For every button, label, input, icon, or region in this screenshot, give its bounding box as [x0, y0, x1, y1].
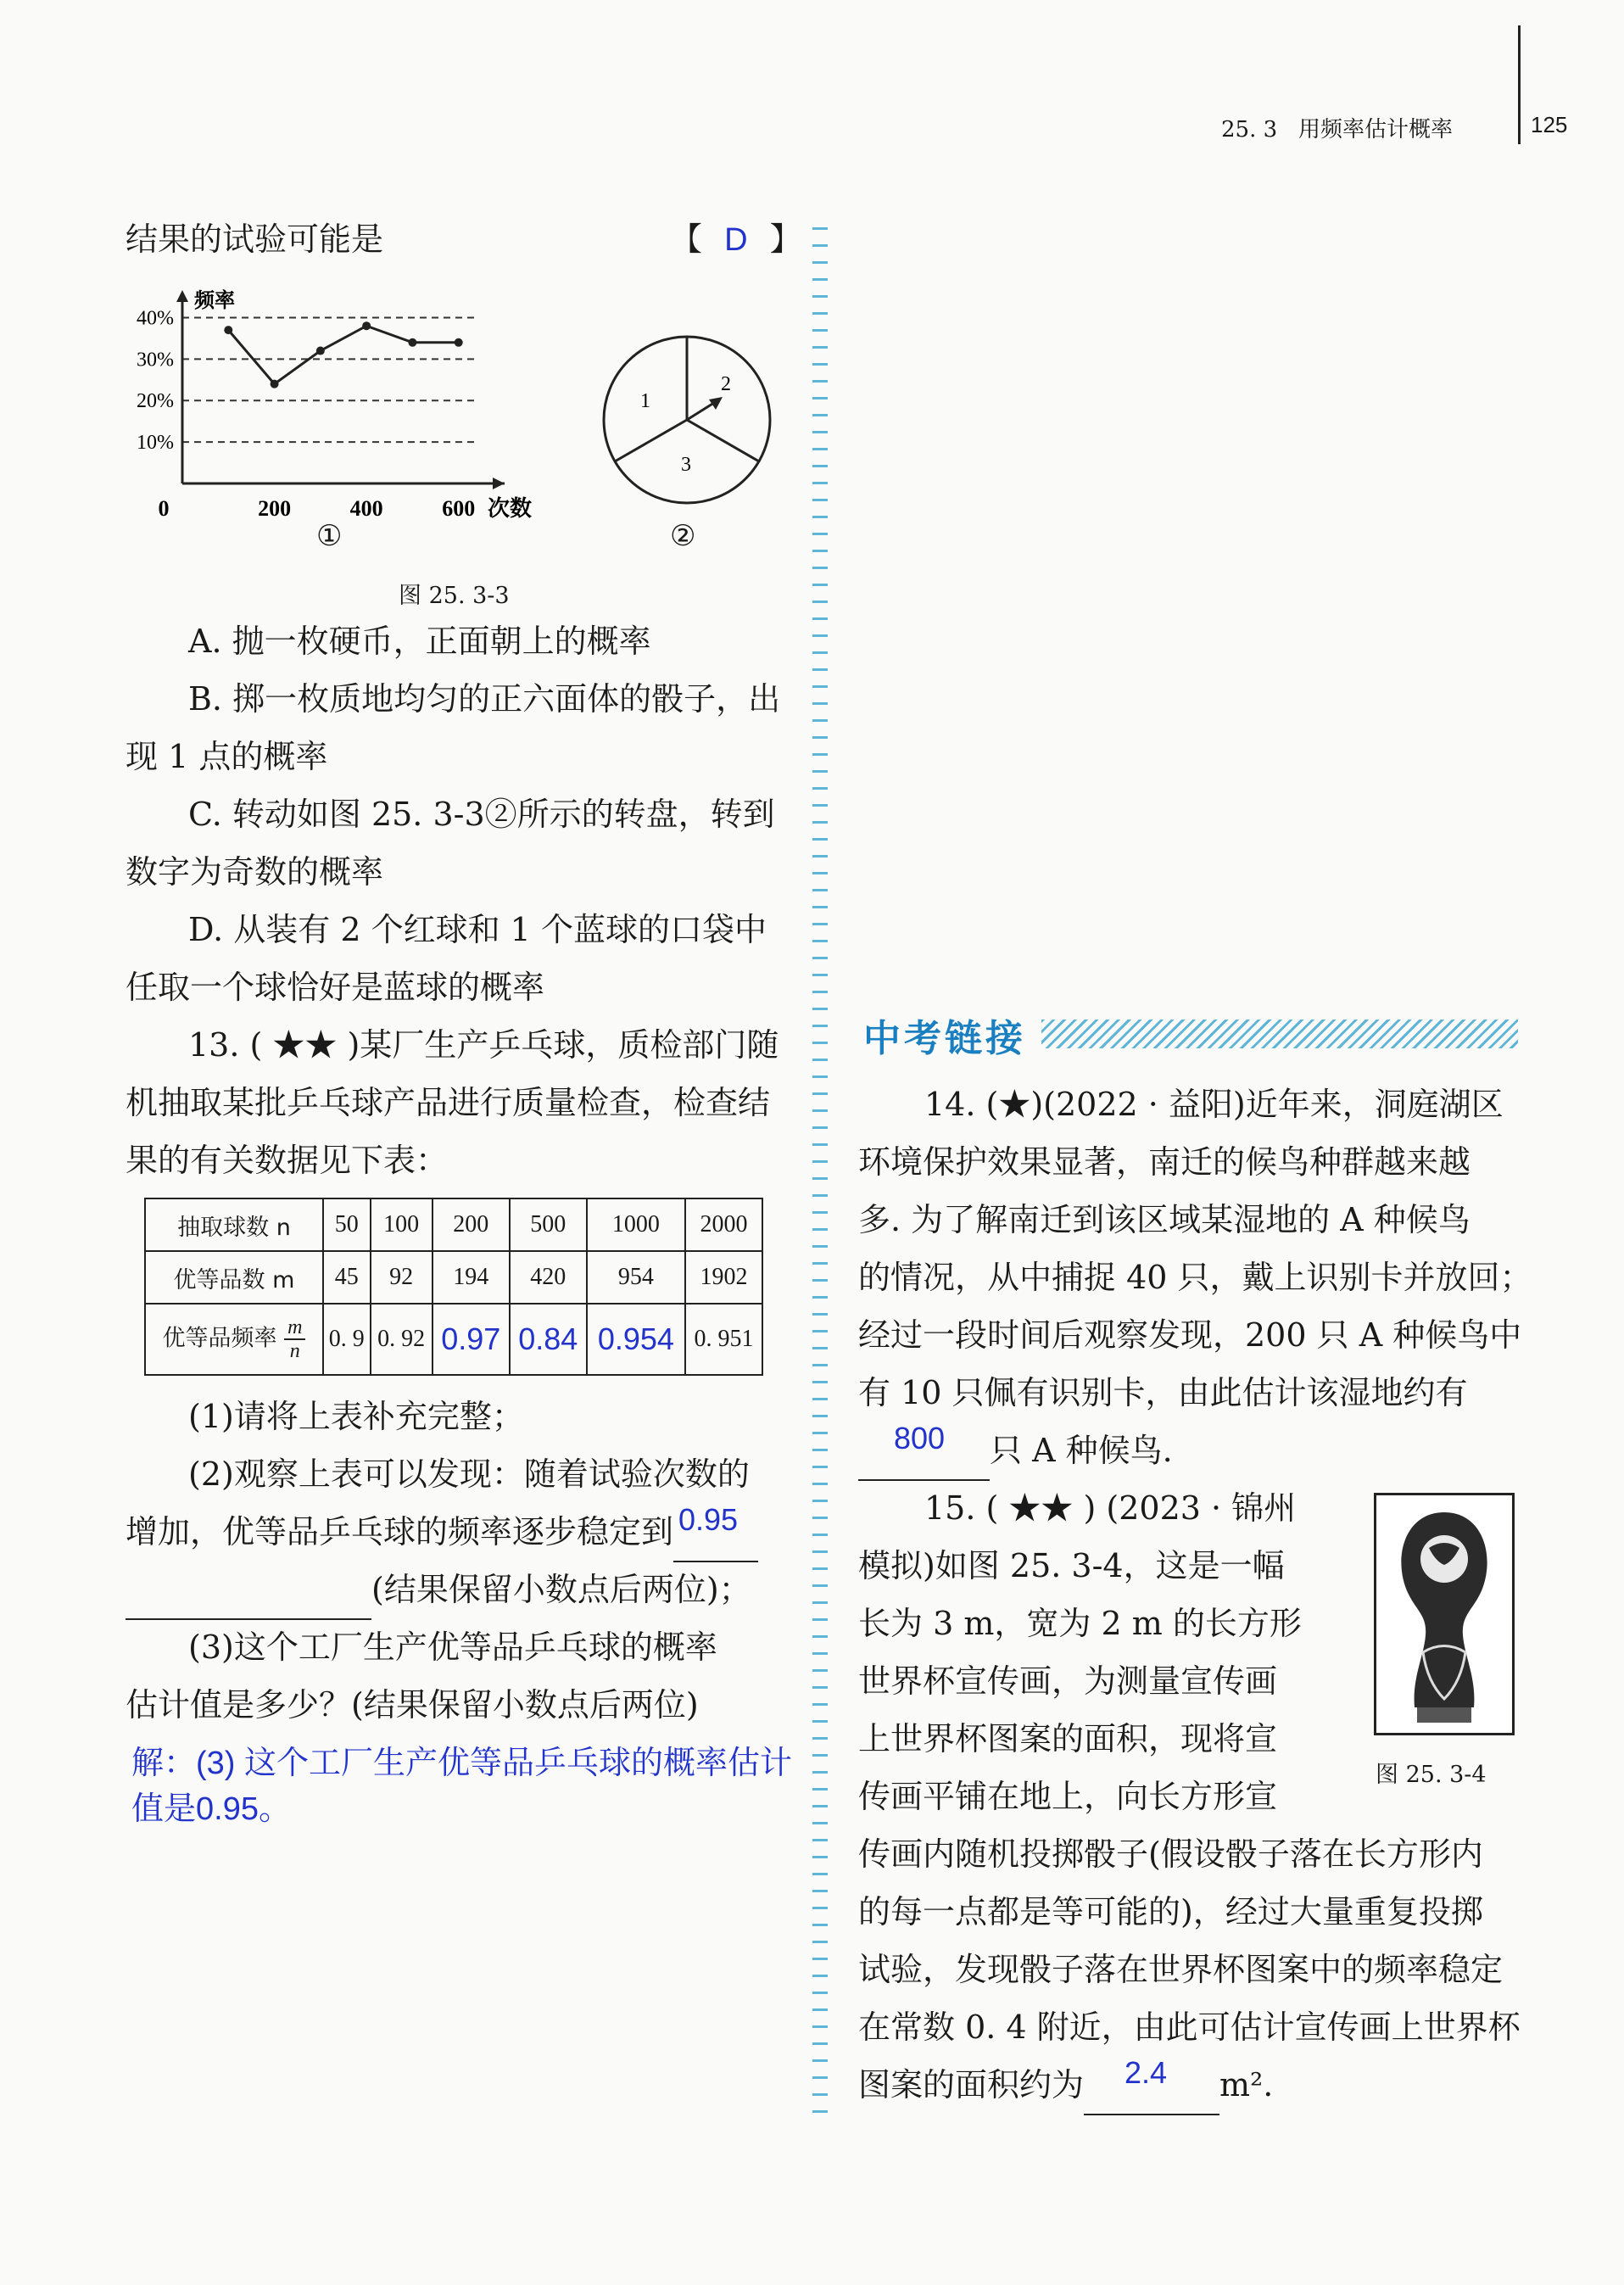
q13-part2-line2 — [126, 1503, 758, 1562]
y-tick-label: 20% — [137, 390, 174, 413]
y-tick-label: 40% — [137, 307, 174, 330]
table-cell: 45 — [323, 1251, 371, 1304]
y-tick-label: 10% — [137, 432, 174, 455]
q13-part2-blank-cont — [126, 1561, 371, 1620]
q15-line5: 上世界杯图案的面积，现将宣 — [858, 1720, 1278, 1757]
q14-line1: 14. (★)(2022 · 益阳)近年来，洞庭湖区 — [924, 1086, 1504, 1123]
bracket-close: 】 — [769, 221, 802, 258]
q14-blank — [858, 1422, 990, 1481]
q15-blank — [1084, 2056, 1219, 2115]
data-point — [224, 326, 232, 334]
table-cell: 420 — [510, 1251, 587, 1304]
data-point — [316, 347, 325, 355]
q13-part2-line1: (2)观察上表可以发现：随着试验次数的 — [188, 1455, 750, 1493]
y-axis-label: 频率 — [194, 288, 235, 312]
q15-line2: 模拟)如图 25. 3-4，这是一幅 — [858, 1547, 1285, 1584]
q13-line3: 果的有关数据见下表： — [126, 1142, 449, 1179]
q15-answer: 2.4 — [1125, 2055, 1168, 2090]
bracket-open: 【 — [670, 221, 703, 258]
trophy-base — [1417, 1707, 1471, 1723]
page-number: 125 — [1531, 112, 1568, 137]
table-cell: 0. 951 — [685, 1304, 762, 1375]
table-cell: 100 — [371, 1198, 433, 1251]
table-row — [145, 1304, 762, 1375]
option-d-line2: 任取一个球恰好是蓝球的概率 — [126, 969, 545, 1006]
q13-solution-line1: 解：(3) 这个工厂生产优等品乒乓球的概率估计 — [131, 1746, 793, 1781]
q12-answer: D — [724, 222, 748, 258]
q15-line7: 传画内随机投掷骰子(假设骰子落在长方形内 — [858, 1835, 1483, 1873]
header-rule — [1518, 25, 1521, 144]
q14-tail: 只 A 种候鸟. — [990, 1432, 1173, 1469]
y-tick-label: 30% — [137, 349, 174, 372]
data-point — [362, 321, 371, 330]
q13-data-table — [144, 1198, 763, 1376]
section-title: 用频率估计概率 — [1298, 117, 1453, 142]
option-d-line1: D. 从装有 2 个红球和 1 个蓝球的口袋中 — [188, 911, 767, 948]
fig2-label: ② — [670, 519, 696, 553]
exam-link-title: 中考链接 — [863, 1017, 1026, 1060]
table-cell: 194 — [433, 1251, 510, 1304]
q13-part3-line1: (3)这个工厂生产优等品乒乓球的概率 — [188, 1629, 717, 1666]
table-cell-answer: 0.84 — [510, 1304, 587, 1375]
q14-line2: 环境保护效果显著，南迁的候鸟种群越来越 — [858, 1143, 1471, 1181]
q12-answer-bracket — [670, 210, 802, 269]
q13-line2: 机抽取某批乒乓球产品进行质量检查，检查结 — [126, 1084, 771, 1121]
q14-line4: 的情况，从中捕捉 40 只，戴上识别卡并放回； — [858, 1259, 1532, 1296]
q13-part2-blank — [673, 1503, 758, 1562]
section-header — [1221, 112, 1453, 143]
table-cell-answer: 0.954 — [587, 1304, 685, 1375]
q15-line4: 世界杯宣传画，为测量宣传画 — [858, 1662, 1278, 1700]
q13-part2-line3 — [126, 1561, 751, 1620]
table-cell: 0. 92 — [371, 1304, 433, 1375]
table-cell: 1902 — [685, 1251, 762, 1304]
q13-line1: 13. ( ★★ )某厂生产乒乓球，质检部门随 — [188, 1026, 779, 1064]
q15-line3: 长为 3 m，宽为 2 m 的长方形 — [858, 1605, 1302, 1642]
data-point — [271, 380, 279, 388]
q15-tail: 图案的面积约为 — [858, 2066, 1085, 2103]
option-b-line1: B. 掷一枚质地均匀的正六面体的骰子，出 — [188, 680, 781, 718]
x-axis-arrow — [493, 478, 505, 489]
table-cell: 200 — [433, 1198, 510, 1251]
q13-part2-answer: 0.95 — [678, 1502, 739, 1537]
table-cell: 1000 — [587, 1198, 685, 1251]
x-tick-label: 0 — [158, 496, 170, 521]
spinner-number-3: 3 — [681, 454, 691, 476]
table-cell: 0. 9 — [323, 1304, 371, 1375]
freq-label: 优等品频率 — [162, 1325, 277, 1352]
spinner-divider — [615, 420, 687, 461]
q15-line1: 15. ( ★★ ) (2023 · 锦州 — [924, 1489, 1297, 1527]
q14-line6: 有 10 只佩有识别卡，由此估计该湿地约有 — [858, 1374, 1468, 1411]
section-number: 25. 3 — [1221, 117, 1278, 142]
fraction-m-over-n — [284, 1316, 305, 1362]
q14-answer: 800 — [894, 1421, 946, 1455]
x-axis-label: 次数 — [488, 496, 533, 522]
spinner-divider — [687, 420, 759, 461]
option-b-line2: 现 1 点的概率 — [126, 738, 328, 775]
title-hatch-decoration — [1041, 1020, 1518, 1048]
fraction-numerator: m — [284, 1316, 305, 1340]
q15-line11 — [858, 2056, 1273, 2115]
option-a: A. 抛一枚硬币，正面朝上的概率 — [188, 623, 651, 660]
table-cell-answer: 0.97 — [433, 1304, 510, 1375]
q14-line3: 多. 为了解南迁到该区域某湿地的 A 种候鸟 — [858, 1201, 1471, 1238]
q15-line8: 的每一点都是等可能的)，经过大量重复投掷 — [858, 1893, 1483, 1930]
y-axis-arrow — [176, 290, 188, 302]
row-label: 抽取球数 n — [145, 1198, 323, 1251]
x-tick-label: 200 — [258, 496, 292, 521]
x-tick-label: 600 — [442, 496, 476, 521]
data-point — [455, 338, 463, 347]
table-cell: 50 — [323, 1198, 371, 1251]
q13-solution-line2: 值是0.95。 — [131, 1791, 291, 1827]
x-tick-label: 400 — [349, 496, 383, 521]
spinner-number-1: 1 — [640, 390, 650, 412]
fraction-denominator: n — [289, 1340, 300, 1362]
table-cell: 954 — [587, 1251, 685, 1304]
q15-line9: 试验，发现骰子落在世界杯图案中的频率稳定 — [858, 1951, 1504, 1988]
row-label: 优等品数 m — [145, 1251, 323, 1304]
q13-part2-text: 增加，优等品乒乓球的频率逐步稳定到 — [126, 1513, 674, 1550]
fig4-caption: 图 25. 3-4 — [1376, 1762, 1487, 1788]
q13-part2-note: (结果保留小数点后两位)； — [371, 1571, 751, 1608]
q15-line6: 传画平铺在地上，向长方形宣 — [858, 1778, 1278, 1815]
q15-line10: 在常数 0. 4 附近，由此可估计宣传画上世界杯 — [858, 2008, 1521, 2046]
column-separator — [812, 219, 828, 2127]
option-c-line1: C. 转动如图 25. 3-3②所示的转盘，转到 — [188, 796, 775, 833]
q15-unit: m². — [1219, 2066, 1274, 2103]
spinner-figure — [594, 327, 780, 513]
table-row — [145, 1251, 762, 1304]
q12-stem: 结果的试验可能是 — [126, 221, 384, 258]
q13-part3-line2: 估计值是多少？(结果保留小数点后两位) — [126, 1686, 699, 1724]
table-cell: 92 — [371, 1251, 433, 1304]
table-cell: 2000 — [685, 1198, 762, 1251]
figure-caption: 图 25. 3-3 — [399, 583, 510, 609]
q14-line7 — [858, 1422, 1173, 1481]
table-cell: 500 — [510, 1198, 587, 1251]
fig1-label: ① — [316, 519, 343, 553]
frequency-line-chart — [119, 271, 533, 560]
world-cup-poster-figure — [1374, 1493, 1515, 1735]
row-label — [145, 1304, 323, 1375]
data-point — [408, 338, 416, 347]
spinner-number-2: 2 — [721, 373, 731, 395]
q14-line5: 经过一段时间后观察发现，200 只 A 种候鸟中 — [858, 1316, 1522, 1354]
q13-part1: (1)请将上表补充完整； — [188, 1398, 524, 1435]
option-c-line2: 数字为奇数的概率 — [126, 853, 384, 891]
trophy-image — [1376, 1495, 1512, 1733]
frequency-series-line — [228, 326, 458, 383]
table-row — [145, 1198, 762, 1251]
